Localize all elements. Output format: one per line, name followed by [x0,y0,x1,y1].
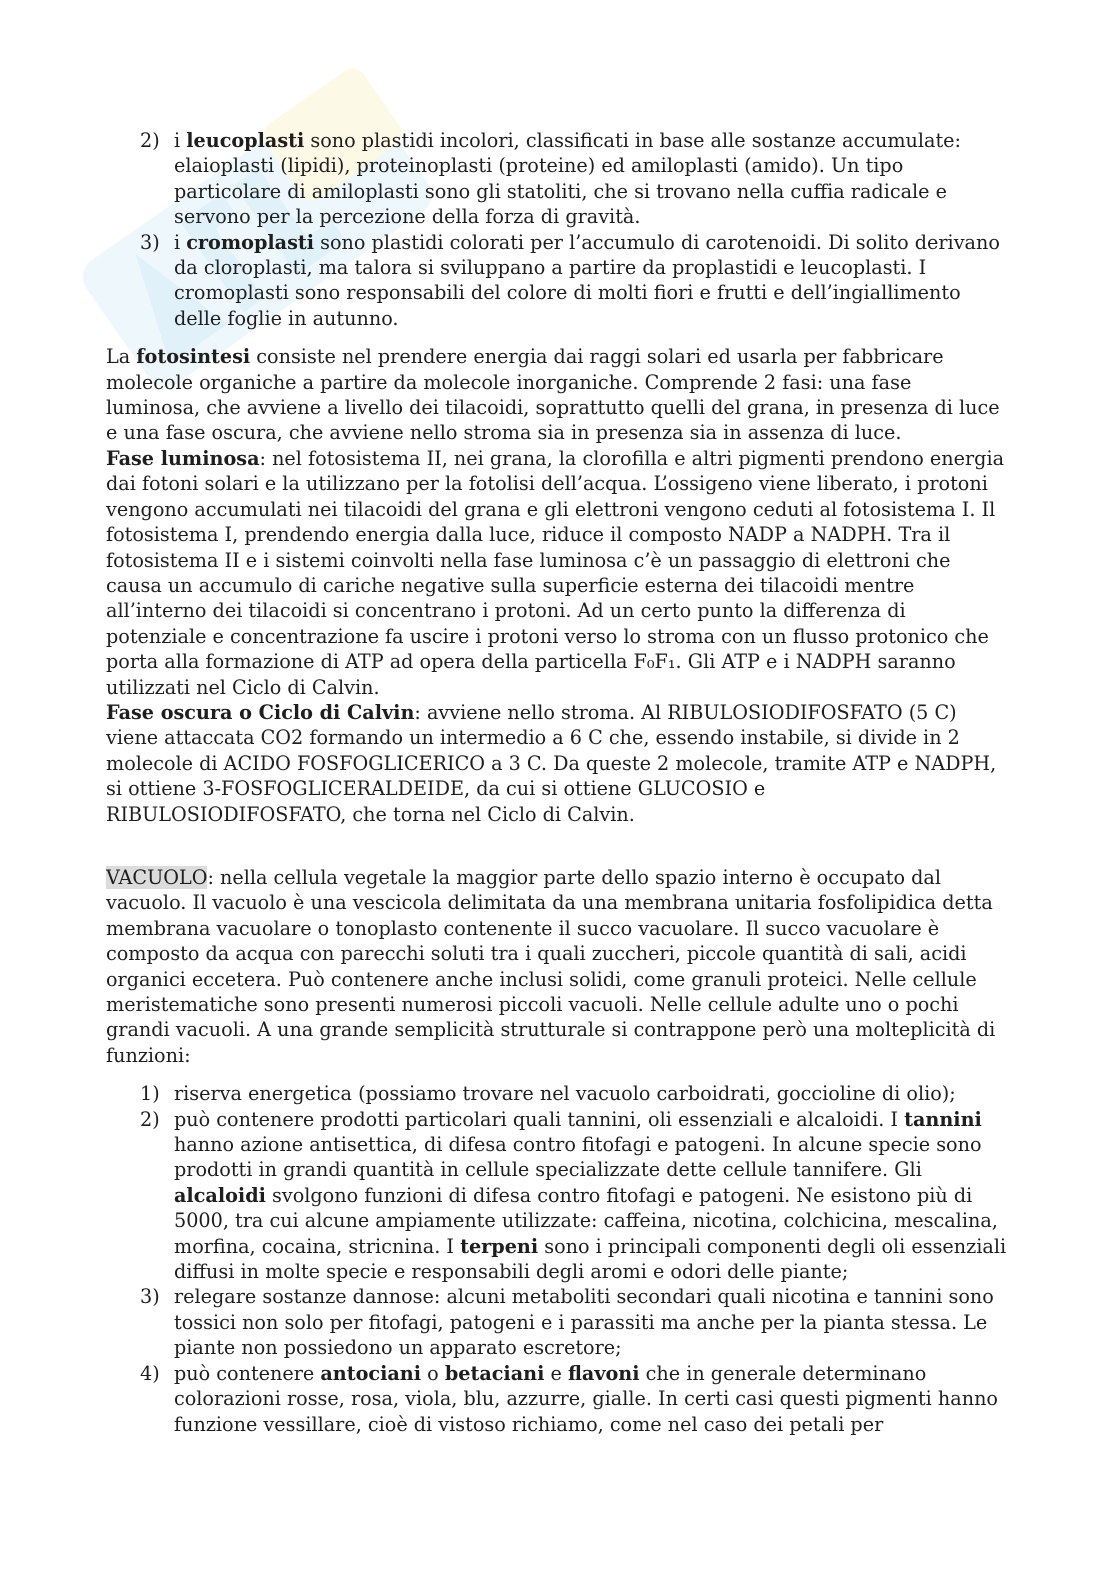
term-fase-oscura: Fase oscura o Ciclo di Calvin [106,700,415,724]
list-number: 3) [140,230,160,254]
term-cromoplasti: cromoplasti [186,230,315,254]
term-fotosintesi: fotosintesi [136,345,251,369]
term-flavoni: flavoni [567,1361,640,1385]
list-item-leucoplasti: 2) i leucoplasti sono plastidi incolori, classificati in base alle sostanze accumulate: elaioplasti (lipidi), proteinoplasti (proteine) ed amiloplasti (amido). Un tipo particolare di amiloplasti sono gli statoliti, che si trovano nella cuffia radicale e servono per la percezione della forza di gravità. [140,129,961,229]
paragraph-fase-luminosa: Fase luminosa: nel fotosistema II, nei grana, la clorofilla e altri pigmenti prendono energia dai fotoni solari e la utilizzano per la fotolisi dell’acqua. L’ossigeno viene liberato, i protoni vengono accumulati nei tilacoidi del grana e gli elettroni vengono ceduti al fotosistema I. Il fotosistema I, prendendo energia dalla luce, riduce il composto NADP a NADPH. Tra il fotosistema II e i sistemi coinvolti nella fase luminosa c’è un passaggio di elettroni che causa un accumulo di cariche negative sulla superficie esterna dei tilacoidi mentre all’interno dei tilacoidi si concentrano i protoni. Ad un certo punto la differenza di potenziale e concentrazione fa uscire i protoni verso lo stroma con un flusso protonico che porta alla formazione di ATP ad opera della particella F₀F₁. Gli ATP e i NADPH saranno utilizzati nel Ciclo di Calvin. [106,446,1005,699]
term-tannini: tannini [904,1107,982,1131]
vacuole-functions-list [106,1081,1011,1437]
term-leucoplasti: leucoplasti [186,129,305,152]
highlighted-term-vacuolo: VACUOLO [106,865,208,889]
plastid-list [106,128,1011,331]
list-item-pigmenti: 4) può contenere antociani o betaciani e flavoni che in generale determinano colorazioni rosse, rosa, viola, blu, azzurre, gialle. In certi casi questi pigmenti hanno funzione vessillare, cioè di vistoso richiamo, come nel caso dei petali per [140,1361,998,1436]
term-alcaloidi: alcaloidi [174,1183,266,1207]
list-number: 4) [140,1361,160,1385]
list-item-sostanze-dannose: 3) relegare sostanze dannose: alcuni metaboliti secondari quali nicotina e tannini sono tossici non solo per fitofagi, patogeni e i parassiti ma anche per la pianta stessa. Le piante non possiedono un apparato escretore; [140,1285,994,1360]
paragraph-fase-oscura: Fase oscura o Ciclo di Calvin: avviene nello stroma. Al RIBULOSIODIFOSFATO (5 C) viene attaccata CO2 formando un intermedio a 6 C che, essendo instabile, si divide in 2 molecole di ACIDO FOSFOGLICERICO a 3 C. Da queste 2 molecole, tramite ATP e NADPH, si ottiene 3-FOSFOGLICERALDEIDE, da cui si ottiene GLUCOSIO e RIBULOSIODIFOSFATO, che torna nel Ciclo di Calvin. [106,700,997,826]
list-item-cromoplasti: 3) i cromoplasti sono plastidi colorati per l’accumulo di carotenoidi. Di solito derivano da cloroplasti, ma talora si sviluppano a partire da proplastidi e leucoplasti. I cromoplasti sono responsabili del colore di molti fiori e frutti e dell’ingiallimento delle foglie in autunno. [140,230,1000,330]
paragraph-fotosintesi: La fotosintesi consiste nel prendere energia dai raggi solari ed usarla per fabbricare molecole organiche a partire da molecole inorganiche. Comprende 2 fasi: una fase luminosa, che avviene a livello dei tilacoidi, soprattutto quelli del grana, in presenza di luce e una fase oscura, che avviene nello stroma sia in presenza sia in assenza di luce. [106,345,1000,445]
list-item-riserva: 1) riserva energetica (possiamo trovare nel vacuolo carboidrati, goccioline di olio); [140,1082,956,1106]
list-number: 2) [140,129,160,152]
term-terpeni: terpeni [460,1234,539,1258]
list-number: 3) [140,1285,160,1309]
list-number: 1) [140,1082,160,1106]
term-antociani: antociani [320,1361,422,1385]
term-fase-luminosa: Fase luminosa [106,446,260,470]
term-betaciani: betaciani [444,1361,545,1385]
list-number: 2) [140,1107,160,1131]
paragraph-vacuolo: VACUOLO: nella cellula vegetale la maggior parte dello spazio interno è occupato dal vacuolo. Il vacuolo è una vescicola delimitata da una membrana unitaria fosfolipidica detta membrana vacuolare o tonoplasto contenente il succo vacuolare. Il succo vacuolare è composto da acqua con parecchi soluti tra i quali zuccheri, piccole quantità di sali, acidi organici eccetera. Può contenere anche inclusi solidi, come granuli proteici. Nelle cellule meristematiche sono presenti numerosi piccoli vacuoli. Nelle cellule adulte uno o pochi grandi vacuoli. A una grande semplicità strutturale si contrappone però una molteplicità di funzioni: [106,865,996,1067]
document-page [106,128,1011,1437]
list-item-prodotti: 2) può contenere prodotti particolari quali tannini, oli essenziali e alcaloidi. I tannini hanno azione antisettica, di difesa contro fitofagi e patogeni. In alcune specie sono prodotti in grandi quantità in cellule specializzate dette cellule tannifere. Gli alcaloidi svolgono funzioni di difesa contro fitofagi e patogeni. Ne esistono più di 5000, tra cui alcune ampiamente utilizzate: caffeina, nicotina, colchicina, mescalina, morfina, cocaina, stricnina. I terpeni sono i principali componenti degli oli essenziali diffusi in molte specie e responsabili degli aromi e odori delle piante; [140,1107,1007,1284]
